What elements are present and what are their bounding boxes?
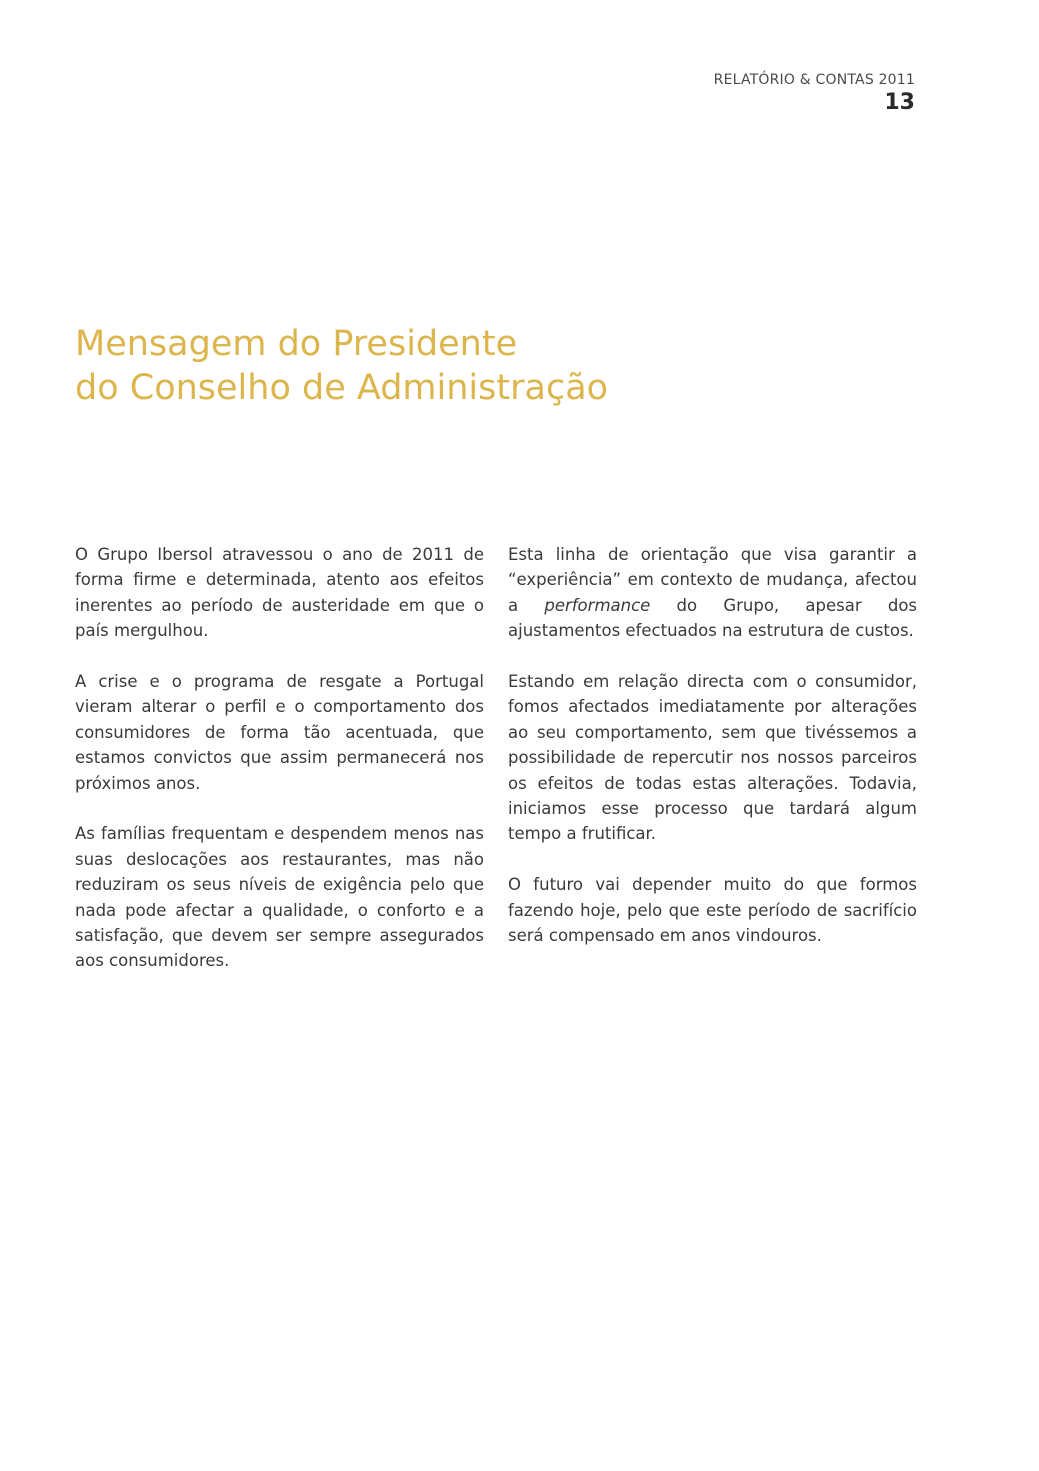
paragraph: Estando em relação directa com o consumidor, fomos afectados imediatamente por alterações ao seu comportamento, sem que tivéssemos a possibilidade de repercutir nos nossos parceiros os efeitos de todas estas alterações. Todavia, iniciamos esse processo que tardará algum tempo a frutificar. <box>508 672 917 844</box>
page-title <box>75 322 775 410</box>
emphasis-text: performance <box>544 595 651 615</box>
page-title-line-2: do Conselho de Administração <box>75 368 609 408</box>
paragraph: A crise e o programa de resgate a Portugal vieram alterar o perfil e o comportamento dos consumidores de forma tão acentuada, que estamos convictos que assim permanecerá nos próximos anos. <box>75 672 484 793</box>
paragraph-text: Esta linha de orientação que visa garantir a “experiência” em contexto de mudança, afectou a <box>508 545 917 615</box>
left-column <box>75 542 484 974</box>
paragraph: O futuro vai depender muito do que formos fazendo hoje, pelo que este período de sacrifício será compensado em anos vindouros. <box>508 875 917 946</box>
report-label: RELATÓRIO & CONTAS 2011 <box>713 72 915 88</box>
paragraph: As famílias frequentam e despendem menos nas suas deslocações aos restaurantes, mas não reduziram os seus níveis de exigência pelo que nada pode afectar a qualidade, o conforto e a satisfação, que devem ser sempre assegurados aos consumidores. <box>75 824 484 971</box>
page-title-line-1: Mensagem do Presidente <box>75 324 518 364</box>
paragraph-text: do Grupo, apesar dos ajustamentos efectuados na estrutura de custos. <box>508 595 918 641</box>
paragraph <box>508 542 917 644</box>
page-number: 13 <box>884 90 915 115</box>
right-column <box>508 542 917 948</box>
page-header <box>714 70 915 116</box>
paragraph: O Grupo Ibersol atravessou o ano de 2011 de forma firme e determinada, atento aos efeitos inerentes ao período de austeridade em que o país mergulhou. <box>75 545 484 641</box>
